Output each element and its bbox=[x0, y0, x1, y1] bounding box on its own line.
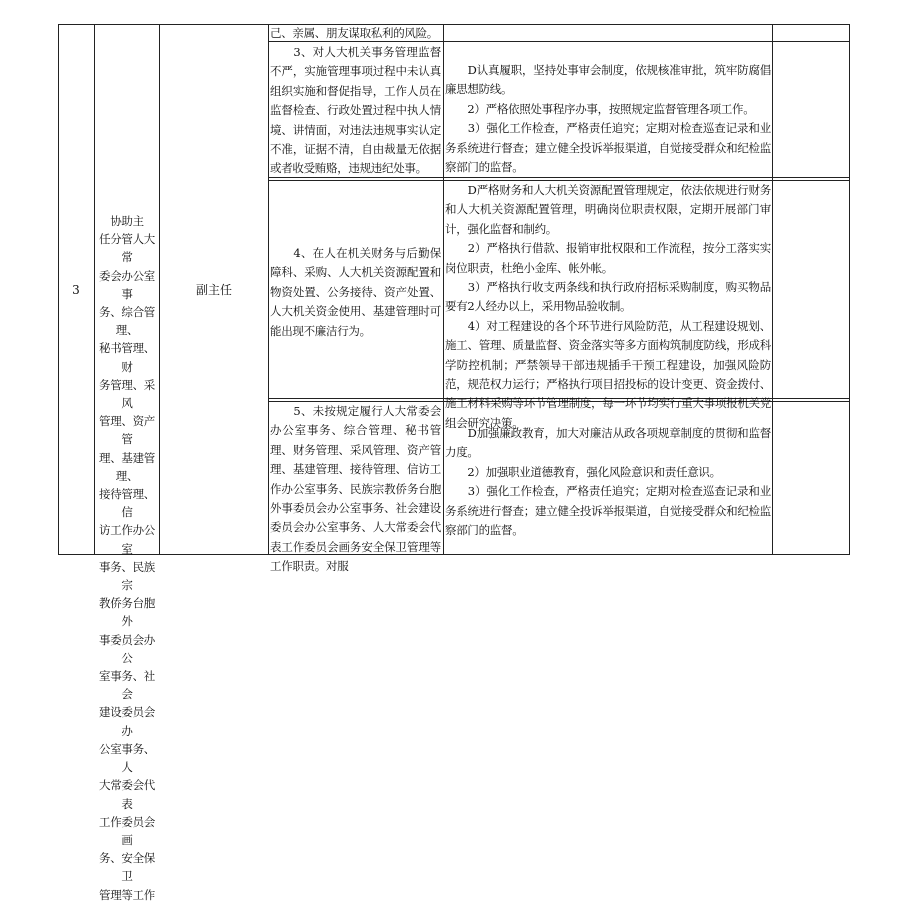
measure-item: 4）对工程建设的各个环节进行风险防范，从工程建设规划、施工、管理、质量监督、资金落实等多方面构筑制度防线，形成科学防控机制；严禁领导干部违规插手干预工程建设，加强风险防范，规范权力运行；严格执行项目招投标的设计变更、资金拨付、施工材料采购等环节管理制度，每一环节均实行重大事项报机关党组会研究决策。 bbox=[445, 318, 771, 430]
duty-line: 事务、民族宗 bbox=[99, 559, 155, 593]
measure-item: 3）强化工作检查，严格责任追究；定期对检查巡查记录和业务系统进行督查；建立健全投诉举报渠道，自觉接受群众和纪检监察部门的监督。 bbox=[445, 121, 771, 175]
duty-line: 公室事务、人 bbox=[99, 741, 155, 775]
duty-line: 委会办公室事 bbox=[99, 268, 155, 301]
duty-line: 大常委会代表 bbox=[99, 778, 155, 811]
duty-line: 协助主 bbox=[110, 214, 144, 228]
column-divider bbox=[443, 24, 444, 555]
table-right-border bbox=[849, 24, 850, 555]
duty-line: 教侨务台胞外 bbox=[99, 596, 155, 629]
measure-item: 3）强化工作检查，严格责任追究；定期对检查巡查记录和业务系统进行督查；建立健全投诉举报渠道，自觉接受群众和纪检监察部门的监督。 bbox=[445, 484, 771, 538]
risk-point-text: 5、未按规定履行人大常委会办公室事务、综合管理、秘书管理、财务管理、采风管理、资产管理、基建管理、接待管理、信访工作办公室事务、民族宗教侨务台胞外事委员会办公室事务、社会建设委员会办公室事务、人大常委会代表工作委员会画务安全保卫管理等工作职责。对服 bbox=[270, 404, 441, 574]
position-title: 副主任 bbox=[195, 283, 232, 297]
prevention-measures bbox=[445, 424, 771, 540]
duty-line: 事委员会办公 bbox=[99, 632, 155, 665]
duty-line: 接待管理、信 bbox=[99, 487, 155, 520]
duty-line: 务、综合管理、 bbox=[99, 305, 155, 338]
duty-line: 任分管人大常 bbox=[99, 232, 155, 265]
measure-item: 2）严格依照处事程序办事，按照规定监督管理各项工作。 bbox=[445, 101, 755, 116]
risk-point-text: 3、对人大机关事务管理监督不严，实施管理事项过程中未认真组织实施和督促指导，工作人员在监督检查、行政处置过程中执人情境、讲情面，对违法违规事实认定不准，证据不清，自由裁量无依据或者收受贿赂，违规违纪处事。 bbox=[270, 45, 441, 176]
duty-line: 管理等工作 bbox=[99, 887, 155, 902]
duty-line: 建设委员会办 bbox=[99, 705, 155, 738]
measure-item: 2）严格执行借款、报销审批权限和工作流程，按分工落实实岗位职责，杜绝小金库、帐外帐。 bbox=[445, 241, 771, 275]
column-divider bbox=[94, 24, 95, 555]
measure-item: D加强廉政教育，加大对廉洁从政各项规章制度的贯彻和监督力度。 bbox=[445, 426, 771, 460]
duty-line: 务、安全保卫 bbox=[99, 851, 155, 884]
risk-point-text: 己、亲属、朋友谋取私利的风险。 bbox=[270, 26, 438, 40]
measure-item: 2）加强职业道德教育，强化风险意识和责任意识。 bbox=[445, 464, 721, 479]
measure-item: D严格财务和人大机关资源配置管理规定，依法依规进行财务和人大机关资源配置管理，明确岗位职责权限，定期开展部门审计，强化监督和制约。 bbox=[445, 183, 771, 236]
duty-line: 管理、资产管 bbox=[99, 414, 155, 447]
duty-description bbox=[96, 212, 158, 904]
duty-line: 访工作办公室 bbox=[99, 523, 155, 556]
row-number: 3 bbox=[72, 282, 80, 297]
measure-item: 3）严格执行收支两条线和执行政府招标采购制度，购买物品要有2人经办以上，采用物品验收制。 bbox=[445, 280, 771, 314]
duty-line: 室事务、社会 bbox=[99, 669, 155, 702]
duty-line: 工作委员会画 bbox=[99, 814, 155, 847]
measure-item: D认真履职，坚持处事审会制度，依规核准审批，筑牢防腐倡廉思想防线。 bbox=[445, 63, 771, 97]
duty-line: 务管理、采风 bbox=[99, 377, 155, 411]
column-divider bbox=[772, 24, 773, 555]
duty-line: 理、基建管理、 bbox=[99, 450, 155, 483]
duty-line: 秘书管理、财 bbox=[99, 341, 155, 374]
column-divider bbox=[268, 24, 269, 555]
prevention-measures bbox=[445, 181, 771, 433]
prevention-measures bbox=[445, 61, 771, 177]
risk-point-text: 4、在人在机关财务与后勤保障科、采购、人大机关资源配置和物资处置、公务接待、资产处置、人大机关资金使用、基建管理时可能出现不廉洁行为。 bbox=[270, 246, 441, 338]
